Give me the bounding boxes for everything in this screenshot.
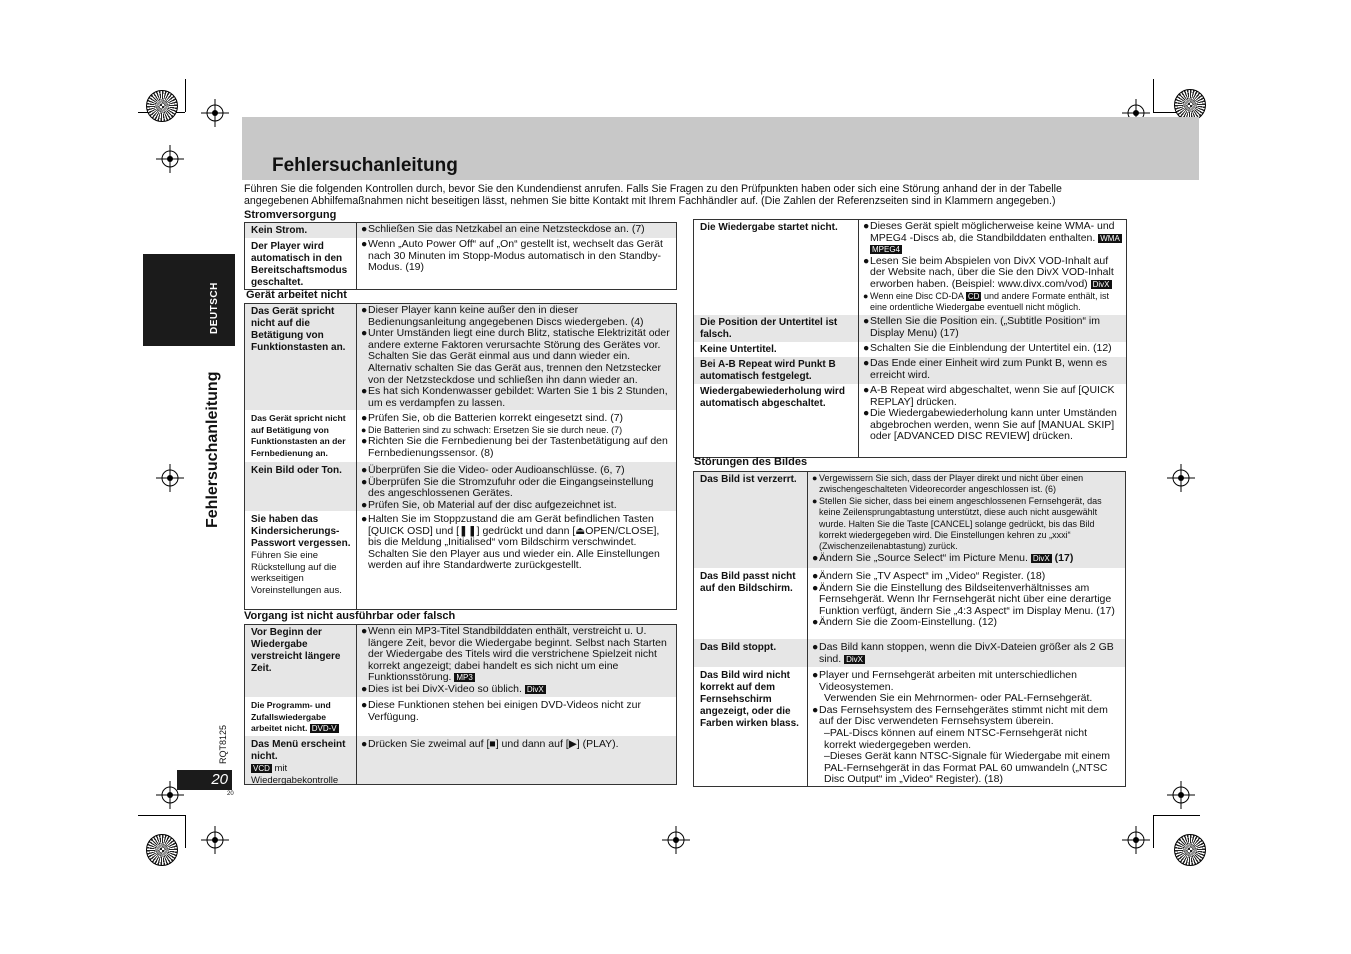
registration-mark-icon [662,826,690,854]
problem-cell: Kein Strom. [245,223,357,238]
page-number-small: 20 [227,791,234,797]
problem-cell: Die Position der Untertitel ist falsch. [694,315,859,342]
solution-cell: ● Halten Sie im Stoppzustand die am Gerät befindlichen Tasten [QUICK OSD] und [❚❚] gedrückt und dann [⏏OPEN/CLOSE], bis die Meldung „Initialised“ vom Bildschirm verschwindet. Schalten Sie den Player aus und wieder ein. Alle Einstellungen werden auf ihre Standardwerte zurückgestellt. [361,513,660,572]
solution-cell: ● Dieses Gerät spielt möglicherweise keine WMA- und MPEG4 -Discs ab, die Standbilddaten enthalten. WMA MPEG4 ● Lesen Sie beim Abspielen von DivX VOD-Inhalt auf der Website nach, über die Sie den DivX VOD-Inhalt erworben haben. (Beispiel: www.divx.com/vod) DivX ● Wenn eine Disc CD-DA CD und andere Formate enthält, ist eine ordentliche Wiedergabe eventuell nicht möglich. [863,220,1120,312]
solution-cell: ● Das Bild kann stoppen, wenn die DivX-Dateien größer als 2 GB sind. DivX [812,641,1114,665]
problem-cell: Die Programm- und Zufallswiedergabe arbeitet nicht. DVD-V [245,697,357,736]
table-geraet [244,303,677,610]
table-row [694,472,1125,568]
table-row [245,223,676,238]
table-row [245,238,676,289]
problem-cell: Das Menü erscheint nicht. VCD mit Wiedergabekontrolle [245,736,357,784]
table-stromversorgung [244,222,677,290]
divx-badge: DivX [1032,553,1050,563]
registration-mark-icon [1122,826,1150,854]
problem-cell: Die Wiedergabe startet nicht. [694,220,859,315]
table-row [245,697,676,736]
table-row [245,736,676,784]
registration-mark-icon [1167,781,1195,809]
table-row [245,462,676,511]
table-row [694,667,1125,786]
solution-cell: ● A-B Repeat wird abgeschaltet, wenn Sie auf [QUICK REPLAY] drücken. ● Die Wiedergabewiederholung kann unter Umständen abgebrochen werden, wenn Sie auf [MANUAL SKIP] oder [ADVANCED DISC REVIEW] drücken. [863,384,1117,443]
solution-cell: ● Schließen Sie das Netzkabel an eine Netzsteckdose an. (7) [361,223,645,235]
registration-mark-icon [201,826,229,854]
table-row [694,384,1126,457]
color-wheel-icon [146,90,178,122]
color-wheel-icon [1174,834,1206,866]
solution-cell: ● Wenn „Auto Power Off“ auf „On“ gestellt ist, wechselt das Gerät nach 30 Minuten im Stopp-Modus automatisch in den Standby-Modus. (19) [361,238,663,274]
table-wiedergabe [693,219,1127,458]
registration-mark-icon [156,464,184,492]
table-row [245,511,676,609]
language-label: DEUTSCH [209,282,220,334]
table-row [694,315,1126,342]
solution-cell: ● Player und Fernsehgerät arbeiten mit unterschiedlichen Videosystemen. Verwenden Sie ein Mehrnormen- oder PAL-Fernsehgerät. ● Das Fernsehsystem des Fernsehgerätes stimmt nicht mit dem auf der Disc verwendeten Fernsehsystem überein. –PAL-Discs können auf einem NTSC-Fernsehgerät nicht korrekt wiedergegeben werden. –Dieses Gerät kann NTSC-Signale für Wiedergabe mit einem PAL-Fernsehgerät in das Format PAL 60 umwandeln („NTSC Disc Output“ im „Video“ Register). (18) [812,669,1110,786]
solution-cell: ● Prüfen Sie, ob die Batterien korrekt eingesetzt sind. (7) ● Die Batterien sind zu schwach: Ersetzen Sie sie durch neue. (7) ● Richten Sie die Fernbedienung bei der Tastenbetätigung auf den Fernbedienungssensor. (8) [361,412,668,459]
model-code: RQT8125 [218,724,228,764]
problem-cell: Wiedergabewiederholung wird automatisch abgeschaltet. [694,384,859,457]
problem-cell: Sie haben das Kindersicherungs-Passwort vergessen. Führen Sie eine Rückstellung auf die werkseitigen Voreinstellungen aus. [245,511,357,609]
problem-cell: Das Bild wird nicht korrekt auf dem Fernsehschirm angezeigt, oder die Farben wirken blass. [694,667,808,786]
divx-badge: DivX [526,684,544,694]
cd-badge: CD [967,291,980,301]
solution-cell: ● Drücken Sie zweimal auf [■] und dann auf [▶] (PLAY). [361,738,619,750]
registration-mark-icon [201,99,229,127]
solution-cell: ● Das Ende einer Einheit wird zum Punkt B, wenn es erreicht wird. [863,357,1107,381]
table-row [694,357,1126,384]
solution-cell: ● Ändern Sie „TV Aspect“ im „Video“ Register. (18) ● Ändern Sie die Einstellung des Bildseitenverhältnisses am Fernsehgerät. Wenn Ihr Fernsehgerät nicht über eine derartige Funktion verfügt, ändern Sie „4:3 Aspect“ im Display Menu. (17) ● Ändern Sie die Zoom-Einstellung. (12) [812,570,1115,629]
problem-cell: Das Gerät spricht nicht auf die Betätigung von Funktionstasten an. [245,304,357,410]
solution-cell: ● Überprüfen Sie die Video- oder Audioanschlüsse. (6, 7) ● Überprüfen Sie die Stromzufuhr oder die Eingangseinstellung des angeschlossenen Gerätes. ● Prüfen Sie, ob Material auf der disc aufgezeichnet ist. [361,464,654,511]
mpeg4-badge: MPEG4 [872,245,901,255]
page-number: 20 [177,770,232,790]
table-row [694,342,1126,357]
registration-mark-icon [156,145,184,173]
problem-cell: Das Bild stoppt. [694,639,808,667]
problem-cell: Das Bild passt nicht auf den Bildschirm. [694,568,808,639]
section-heading: Stromversorgung [244,209,337,221]
solution-cell: ● Dieser Player kann keine außer den in dieser Bedienungsanleitung angegebenen Discs wiedergeben. (4) ● Unter Umständen liegt eine durch Blitz, statische Elektrizität oder andere externe Faktoren verursachte Störung des Gerätes vor. Schalten Sie das Gerät einmal aus und dann wieder ein. Alternativ schalten Sie das Gerät aus, trennen den Netzstecker von der Netzsteckdose und schließen ihn dann wieder an. ● Es hat sich Kondenwasser gebildet: Warten Sie 1 bis 2 Stunden, um es verdampfen zu lassen. [361,304,670,409]
problem-cell: Kein Bild oder Ton. [245,462,357,511]
page-title: Fehlersuchanleitung [272,155,458,176]
solution-cell: ● Stellen Sie die Position ein. („Subtitle Position“ im Display Menu) (17) [863,315,1100,339]
table-row [694,568,1125,639]
registration-mark-icon [1167,464,1195,492]
table-vorgang [244,624,677,785]
problem-cell: Der Player wird automatisch in den Bereitschaftsmodus geschaltet. [245,238,357,289]
table-row [245,304,676,410]
solution-cell: ● Vergewissern Sie sich, dass der Player direkt und nicht über einen zwischengeschalteten Videorecorder angeschlossen ist. (6) ● Stellen Sie sicher, dass bei einem angeschlossenen Fernsehgerät, das keine Zeilensprungabtastung unterstützt, diese auch nicht ausgewählt wurde. Halten Sie die Taste [CANCEL] solange gedrückt, bis das Bild korrekt wiedergegeben wird. Die Einstellungen kehren zu „xxxi“ (Zwischenzeilenabtastung) zurück. ● Ändern Sie „Source Select“ im Picture Menu. DivX (17) [812,473,1102,564]
side-title: Fehlersuchanleitung [204,371,221,528]
section-heading: Störungen des Bildes [694,456,808,468]
problem-cell: Keine Untertitel. [694,342,859,357]
table-row [245,410,676,462]
intro-text: Führen Sie die folgenden Kontrollen durch, bevor Sie den Kundendienst anrufen. Falls Sie Fragen zu den Prüfpunkten haben oder sich eine Störung anhand der in der Tabelle angegebenen Abhilfemaßnahmen nicht beseitigen lässt, nehmen Sie bitte Kontakt mit Ihrem Fachhändler auf. (Die Zahlen der Referenzseiten sind in Klammern angegeben.) [244,183,1062,207]
solution-cell: ● Diese Funktionen stehen bei einigen DVD-Videos nicht zur Verfügung. [361,699,641,723]
color-wheel-icon [146,834,178,866]
table-row [245,625,676,697]
divx-badge: DivX [1092,279,1110,289]
wma-badge: WMA [1100,233,1120,243]
language-tab [143,254,235,346]
problem-cell: Das Gerät spricht nicht auf Betätigung von Funktionstasten an der Fernbedienung an. [245,410,357,462]
section-heading: Gerät arbeitet nicht [246,289,347,301]
divx-badge: DivX [846,654,863,664]
problem-cell: Bei A-B Repeat wird Punkt B automatisch festgelegt. [694,357,859,384]
solution-cell: ● Wenn ein MP3-Titel Standbilddaten enthält, verstreicht u. U. längere Zeit, bevor die Wiedergabe beginnt. Selbst nach Starten der Wiedergabe des Titels wird die verstrichene Spielzeit nicht korrekt angezeigt; dabei handelt es sich nicht um eine Funktionsstörung. MP3 ● Dies ist bei DivX-Video so üblich. DivX [361,625,667,695]
problem-cell: Das Bild ist verzerrt. [694,472,808,568]
mp3-badge: MP3 [456,673,473,683]
section-heading: Vorgang ist nicht ausführbar oder falsch [244,610,456,622]
table-row [694,220,1126,315]
dvd-v-badge: DVD-V [311,724,337,733]
solution-cell: ● Schalten Sie die Einblendung der Untertitel ein. (12) [863,342,1112,354]
problem-cell: Vor Beginn der Wiedergabe verstreicht längere Zeit. [245,625,357,697]
vcd-badge: VCD [253,764,270,773]
table-bild [693,471,1126,787]
table-row [694,639,1125,667]
